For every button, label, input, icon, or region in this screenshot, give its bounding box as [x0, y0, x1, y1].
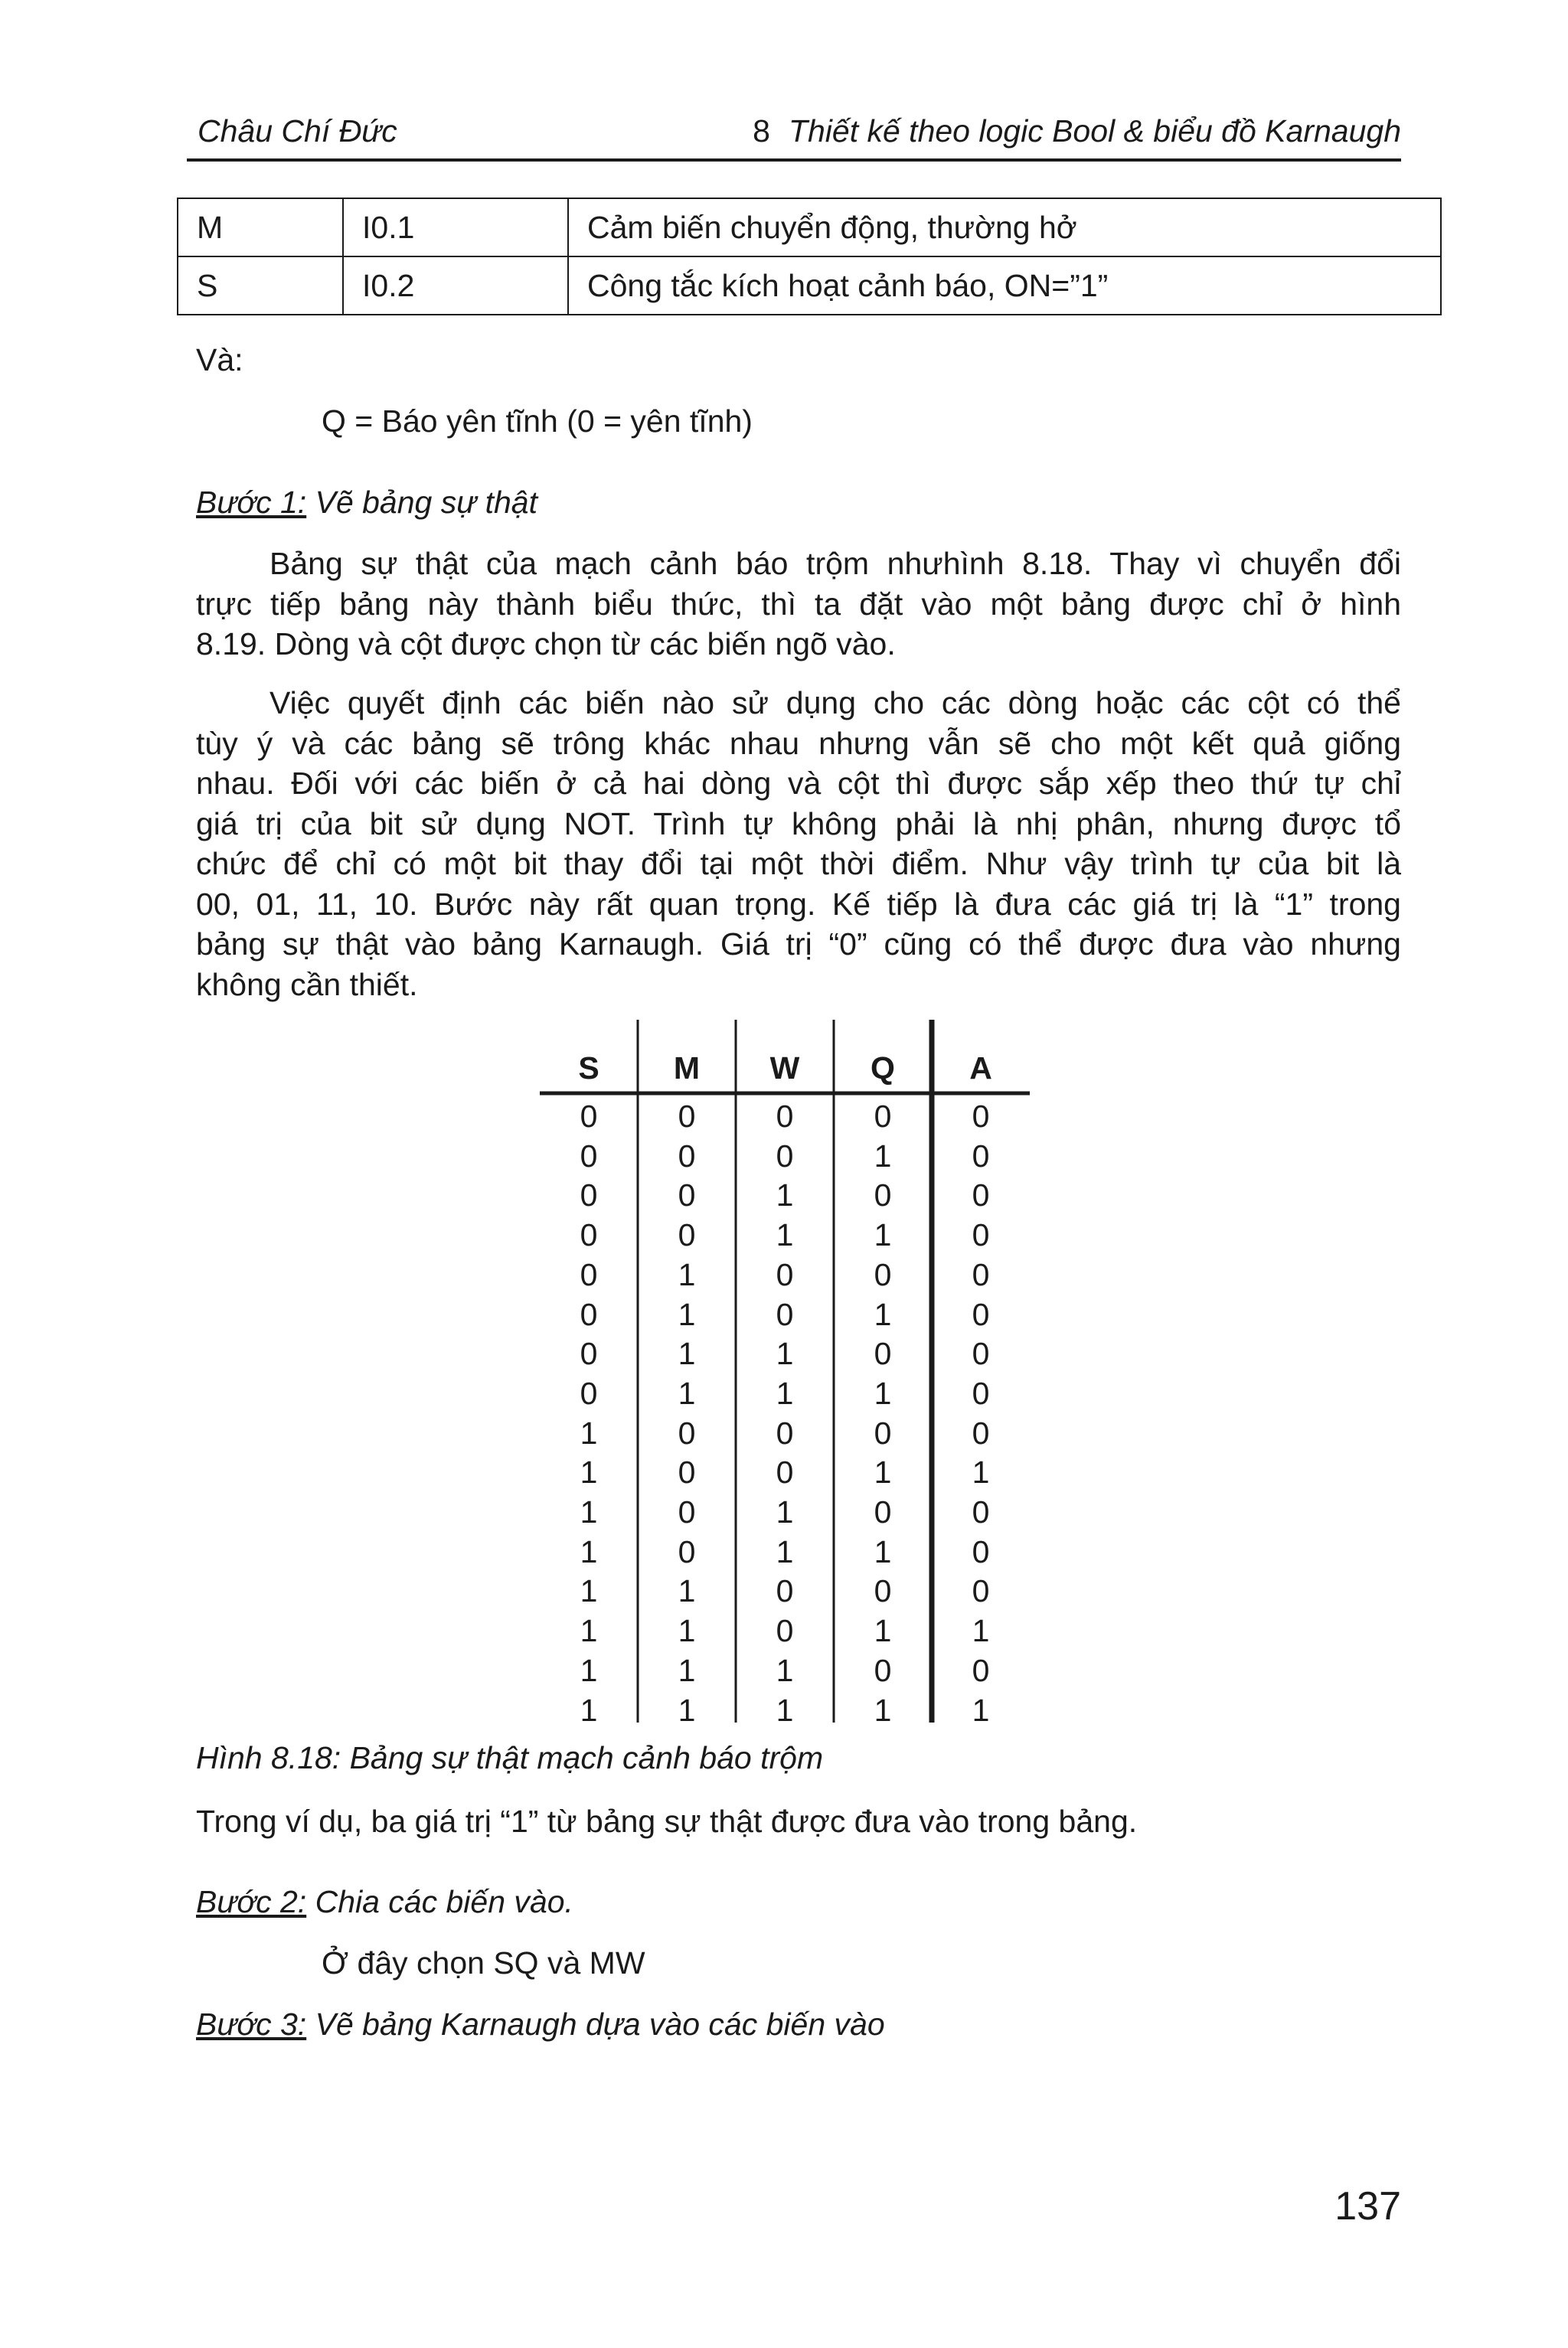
truth-cell: 0 — [972, 1099, 990, 1134]
truth-cell: 0 — [874, 1573, 892, 1609]
truth-cell: 1 — [776, 1533, 794, 1569]
truth-cell: 1 — [678, 1256, 696, 1292]
truth-cell: 0 — [972, 1415, 990, 1451]
step2-text: Chia các biến vào. — [306, 1884, 573, 1919]
figure-caption: Hình 8.18: Bảng sự thật mạch cảnh báo trộm — [196, 1740, 824, 1775]
paragraph-3: Trong ví dụ, ba giá trị “1” từ bảng sự thật được đưa vào trong bảng. — [196, 1804, 1138, 1839]
truth-cell: 0 — [874, 1256, 892, 1292]
truth-cell: 1 — [678, 1336, 696, 1372]
paragraph-line: nhau. Đối với các biến ở cả hai dòng và cột thì được sắp xếp theo thứ tự chỉ — [196, 766, 1401, 801]
truth-cell: 0 — [776, 1573, 794, 1609]
truth-cell: 0 — [580, 1375, 598, 1411]
truth-cell: 0 — [776, 1138, 794, 1174]
header-chapter — [753, 113, 1401, 149]
truth-cell: 1 — [874, 1455, 892, 1491]
truth-cell: 1 — [580, 1692, 598, 1728]
step3-text: Vẽ bảng Karnaugh dựa vào các biến vào — [306, 2007, 885, 2042]
truth-cell: 1 — [776, 1336, 794, 1372]
truth-cell: 0 — [580, 1336, 598, 1372]
step2-heading — [196, 1882, 573, 1922]
truth-cell: 0 — [776, 1455, 794, 1491]
table-row — [178, 198, 1441, 256]
step2-detail: Ở đây chọn SQ và MW — [322, 1945, 645, 1981]
step3-label: Bước 3: — [196, 2007, 307, 2042]
step1-heading — [196, 482, 537, 522]
truth-cell: 1 — [678, 1375, 696, 1411]
truth-cell: 0 — [776, 1296, 794, 1332]
truth-cell: 0 — [678, 1455, 696, 1491]
truth-cell: 0 — [972, 1336, 990, 1372]
step2-label: Bước 2: — [196, 1884, 307, 1919]
truth-cell: 1 — [874, 1533, 892, 1569]
running-header — [196, 113, 1401, 159]
truth-cell: 1 — [874, 1217, 892, 1253]
truth-cell: 0 — [874, 1177, 892, 1213]
header-rule — [187, 158, 1401, 162]
truth-cell: 1 — [776, 1652, 794, 1688]
truth-cell: 1 — [580, 1533, 598, 1569]
truth-cell: 0 — [972, 1494, 990, 1530]
truth-cell: 1 — [972, 1613, 990, 1649]
paragraph-line: chức để chỉ có một bit thay đổi tại một thời điểm. Như vậy trình tự của bit là — [196, 846, 1401, 881]
truth-cell: 1 — [678, 1573, 696, 1609]
truth-header-s: S — [578, 1050, 599, 1086]
truth-cell: 1 — [776, 1692, 794, 1728]
truth-cell: 1 — [678, 1613, 696, 1649]
truth-cell: 0 — [776, 1256, 794, 1292]
truth-cell: 0 — [972, 1177, 990, 1213]
truth-cell: 0 — [874, 1336, 892, 1372]
truth-cell: 1 — [580, 1652, 598, 1688]
paragraph-line: bảng sự thật vào bảng Karnaugh. Giá trị “0” cũng có thể được đưa vào nhưng — [196, 926, 1401, 962]
truth-cell: 0 — [874, 1652, 892, 1688]
paragraph-line: 8.19. Dòng và cột được chọn từ các biến ngõ vào. — [196, 626, 896, 661]
truth-header-w: W — [769, 1050, 800, 1086]
io-description-cell: Cảm biến chuyển động, thường hở — [568, 198, 1441, 256]
paragraph-line: giá trị của bit sử dụng NOT. Trình tự không phải là nhị phân, nhưng được tổ — [196, 805, 1401, 841]
truth-cell: 0 — [678, 1533, 696, 1569]
truth-cell: 0 — [776, 1099, 794, 1134]
truth-cell: 1 — [972, 1455, 990, 1491]
truth-cell: 1 — [874, 1613, 892, 1649]
truth-cell: 0 — [972, 1652, 990, 1688]
truth-cell: 0 — [874, 1415, 892, 1451]
io-description-cell: Công tắc kích hoạt cảnh báo, ON=”1” — [568, 256, 1441, 315]
truth-cell: 1 — [776, 1177, 794, 1213]
truth-cell: 1 — [580, 1415, 598, 1451]
truth-header-a: A — [969, 1050, 992, 1086]
io-symbol-cell: S — [178, 256, 343, 315]
truth-cell: 0 — [776, 1415, 794, 1451]
paragraph-line: trực tiếp bảng này thành biểu thức, thì ta đặt vào một bảng được chỉ ở hình — [196, 586, 1401, 622]
truth-cell: 1 — [580, 1613, 598, 1649]
io-address-cell: I0.1 — [343, 198, 568, 256]
truth-cell: 1 — [678, 1296, 696, 1332]
truth-cell: 0 — [580, 1099, 598, 1134]
truth-cell: 1 — [874, 1375, 892, 1411]
step1-label: Bước 1: — [196, 485, 307, 520]
io-symbol-cell: M — [178, 198, 343, 256]
paragraph-line: không cần thiết. — [196, 966, 418, 1002]
truth-cell: 0 — [678, 1099, 696, 1134]
header-author: Châu Chí Đức — [198, 113, 397, 149]
truth-cell: 1 — [874, 1296, 892, 1332]
truth-cell: 0 — [678, 1138, 696, 1174]
truth-cell: 1 — [874, 1138, 892, 1174]
truth-cell: 0 — [580, 1177, 598, 1213]
q-definition: Q = Báo yên tĩnh (0 = yên tĩnh) — [322, 403, 753, 439]
truth-cell: 0 — [874, 1099, 892, 1134]
io-address-cell: I0.2 — [343, 256, 568, 315]
truth-cell: 0 — [972, 1256, 990, 1292]
truth-cell: 0 — [972, 1296, 990, 1332]
truth-cell: 1 — [678, 1652, 696, 1688]
truth-cell: 0 — [874, 1494, 892, 1530]
header-chapter-number: 8 — [753, 113, 770, 149]
truth-cell: 0 — [580, 1138, 598, 1174]
paragraph-1 — [196, 544, 1401, 665]
truth-header-q: Q — [871, 1050, 895, 1086]
truth-cell: 0 — [972, 1138, 990, 1174]
io-assignment-table — [177, 198, 1442, 315]
intro-label: Và: — [196, 342, 243, 377]
truth-cell: 0 — [678, 1217, 696, 1253]
truth-cell: 0 — [580, 1217, 598, 1253]
paragraph-line: Bảng sự thật của mạch cảnh báo trộm nhưhình 8.18. Thay vì chuyển đổi — [270, 546, 1401, 581]
truth-cell: 0 — [678, 1494, 696, 1530]
truth-cell: 0 — [678, 1415, 696, 1451]
truth-cell: 0 — [776, 1613, 794, 1649]
truth-cell: 0 — [972, 1375, 990, 1411]
truth-cell: 1 — [580, 1573, 598, 1609]
truth-header-m: M — [673, 1050, 701, 1086]
truth-cell: 1 — [972, 1692, 990, 1728]
paragraph-line: tùy ý và các bảng sẽ trông khác nhau nhưng vẫn sẽ cho một kết quả giống — [196, 725, 1401, 761]
truth-cell: 0 — [580, 1256, 598, 1292]
truth-cell: 0 — [972, 1573, 990, 1609]
truth-cell: 1 — [776, 1375, 794, 1411]
truth-cell: 0 — [580, 1296, 598, 1332]
truth-cell: 1 — [776, 1494, 794, 1530]
table-row — [178, 256, 1441, 315]
truth-cell: 1 — [776, 1217, 794, 1253]
page-number: 137 — [1334, 2184, 1401, 2229]
truth-cell: 0 — [972, 1217, 990, 1253]
truth-table — [540, 1020, 1030, 1728]
header-chapter-title: Thiết kế theo logic Bool & biểu đồ Karnaugh — [788, 113, 1401, 149]
paragraph-line: 00, 01, 11, 10. Bước này rất quan trọng. Kế tiếp là đưa các giá trị là “1” trong — [196, 886, 1401, 922]
step1-text: Vẽ bảng sự thật — [306, 485, 537, 520]
truth-cell: 1 — [580, 1494, 598, 1530]
truth-cell: 0 — [972, 1533, 990, 1569]
truth-cell: 1 — [874, 1692, 892, 1728]
truth-cell: 1 — [678, 1692, 696, 1728]
truth-cell: 0 — [678, 1177, 696, 1213]
paragraph-line: Việc quyết định các biến nào sử dụng cho các dòng hoặc các cột có thể — [270, 685, 1401, 720]
truth-cell: 1 — [580, 1455, 598, 1491]
step3-heading — [196, 2004, 885, 2044]
paragraph-2 — [196, 683, 1401, 1004]
